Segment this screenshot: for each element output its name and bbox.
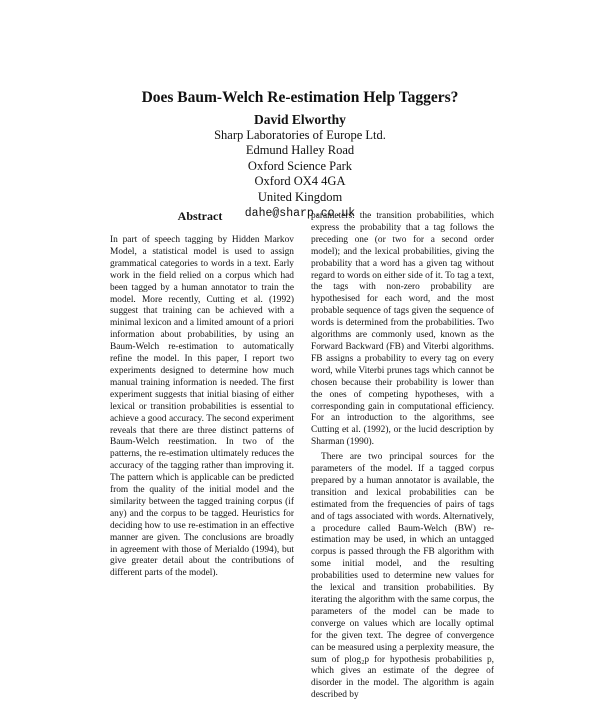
- body-paragraph: There are two principal sources for the parameters of the model. If a tagged corpus prepared by a human annotator is available, the transition and lexical probabilities can be estimated from the frequencies of pairs of tags and of tags associated with words. Alternatively, a procedure called Baum-Welch (BW) re-estimation may be used, in which an untagged corpus is passed through the FB algorithm with some initial model, and the resulting probabilities used to determine new values for the lexical and transition probabilities. By iterating the algorithm with the same corpus, the parameters of the model can be made to converge on values which are locally optimal for the given text. The degree of convergence can be measured using a perplexity measure, the sum of plog₂p for hypothesis probabilities p, which gives an estimate of the degree of disorder in the model. The algorithm is again described by: [311, 452, 494, 701]
- abstract-column: [110, 235, 294, 595]
- author-name: David Elworthy: [254, 112, 346, 127]
- affiliation-line: Oxford Science Park: [247, 158, 353, 173]
- author-email: dahe@sharp.co.uk: [244, 206, 356, 220]
- body-paragraph: parameters: the transition probabilities, which express the probability that a tag follows the preceding one (or two for a second order model); and the lexical probabilities, giving the probability that a word has a given tag without regard to words on either side of it. To tag a text, the tags with non-zero probability are hypothesised for each word, and the most probable sequence of tags given the sequence of words is determined from the probabilities. Two algorithms are commonly used, known as the Forward Backward (FB) and Viterbi algorithms. FB assigns a probability to every tag on every word, while Viterbi prunes tags which cannot be chosen because their probability is lower than the ones of competing hypotheses, with a corresponding gain in computational efficiency. For an introduction to the algorithms, see Cutting et al. (1992), or the lucid description by Sharman (1990).: [311, 211, 494, 448]
- author-block: [0, 112, 600, 221]
- affiliation-line: United Kingdom: [257, 189, 343, 204]
- affiliation-line: Edmund Halley Road: [245, 143, 355, 158]
- affiliation-line: Sharp Laboratories of Europe Ltd.: [214, 127, 386, 142]
- abstract-text: In part of speech tagging by Hidden Markov Model, a statistical model is used to assign grammatical categories to words in a text. Early work in the field relied on a corpus which had been tagged by a human annotator to train the model. More recently, Cutting et al. (1992) suggest that training can be achieved with a minimal lexicon and a limited amount of a priori information about probabilities, by using an Baum-Welch re-estimation to automatically refine the model. In this paper, I report two experiments designed to determine how much manual training information is needed. The first experiment suggests that initial biasing of either lexical or transition probabilities is essential to achieve a good accuracy. The second experiment reveals that there are three distinct patterns of Baum-Welch reestimation. In two of the patterns, the re-estimation ultimately reduces the accuracy of the tagging rather than improving it. The pattern which is applicable can be predicted from the quality of the initial model and the similarity between the tagged training corpus (if any) and the corpus to be tagged. Heuristics for deciding how to use re-estimation in an effective manner are given. The conclusions are broadly in agreement with those of Merialdo (1994), but give greater detail about the contributions of different parts of the model).: [110, 235, 294, 579]
- paper-title: Does Baum-Welch Re-estimation Help Taggers?: [141, 89, 459, 106]
- body-column: [311, 211, 494, 701]
- affiliation-line: Oxford OX4 4GA: [254, 174, 346, 189]
- abstract-heading: Abstract: [177, 209, 223, 223]
